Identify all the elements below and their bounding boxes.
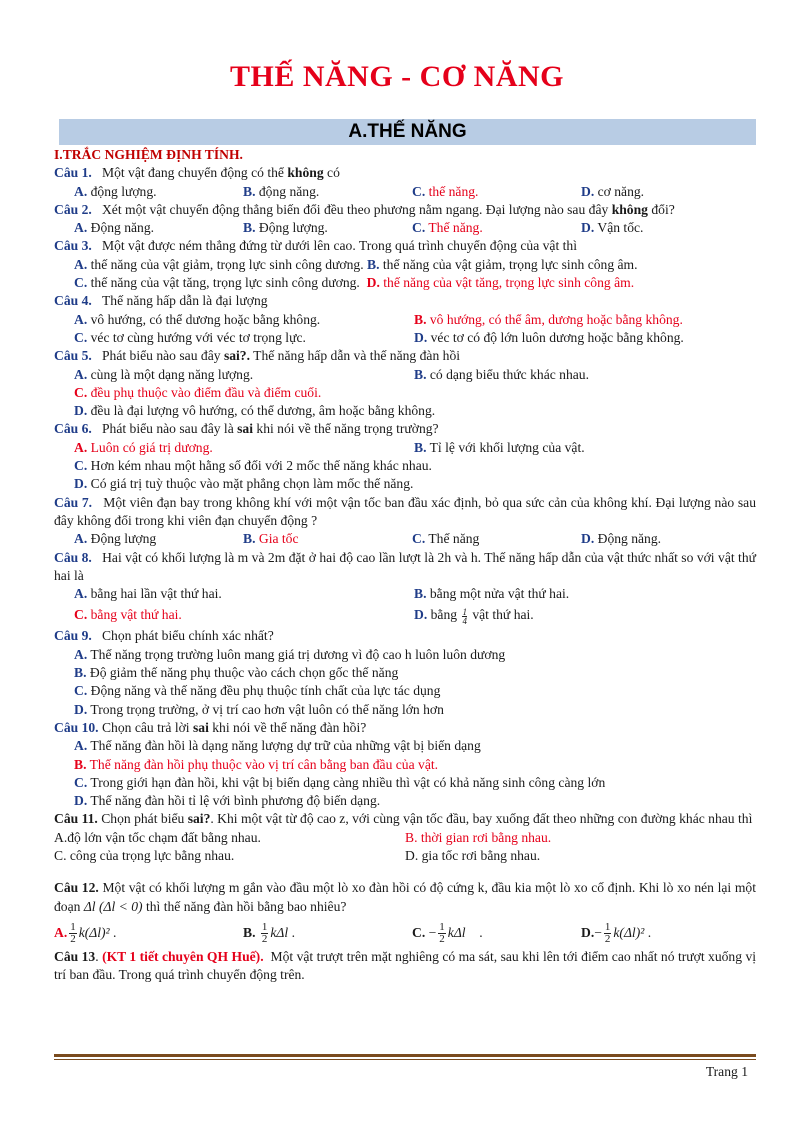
- question-6: [54, 420, 756, 438]
- question-text: Một vật trượt trên mặt nghiêng có ma sát, sau khi lên tới điểm cao nhất nó trượt xuống vị trí ban đầu. Trong quá trình chuyển động trên.: [54, 948, 757, 983]
- question-text: Xét một vật chuyển động thẳng biến đổi đều theo phương nằm ngang. Đại lượng nào sau đây: [101, 201, 612, 217]
- option-text: Động năng.: [90, 220, 155, 236]
- option-text: véc tơ cùng hướng với véc tơ trọng lực.: [90, 329, 306, 345]
- options-row: [54, 918, 756, 948]
- option-d: [581, 530, 750, 548]
- option-d: [581, 219, 750, 237]
- option-c: [54, 774, 756, 792]
- fraction: [462, 608, 467, 625]
- option-letter: C.: [412, 531, 426, 547]
- fraction-denominator: 2: [70, 933, 76, 946]
- option-c: [54, 274, 756, 292]
- option-d: [414, 329, 754, 347]
- expression: kΔl: [270, 924, 289, 940]
- option-letter: C.: [412, 924, 426, 940]
- question-label: Câu 4.: [54, 293, 92, 309]
- correct-answer: đều phụ thuộc vào điểm đầu và điểm cuối.: [90, 384, 322, 400]
- question-text: Một vật có khối lượng m gắn vào đầu một lò xo đàn hồi có độ cứng k, đầu kia một lò xo cố định. Khi lò xo nén lại một đoạn: [54, 880, 756, 914]
- fraction-numerator: 1: [261, 921, 268, 934]
- option-letter: C.: [74, 607, 88, 623]
- option-letter: D.: [414, 329, 428, 345]
- option-text: vô hướng, có thể dương hoặc bằng không.: [90, 311, 321, 327]
- question-10: [54, 719, 756, 737]
- spacer: [54, 865, 756, 879]
- correct-answer: vô hướng, có thể âm, dương hoặc bằng không.: [429, 311, 683, 327]
- question-11: [54, 810, 756, 828]
- option-a: [74, 366, 414, 384]
- options-row: [54, 183, 756, 201]
- option-b: [54, 756, 756, 774]
- option-letter: B.: [414, 439, 427, 455]
- question-text: Chọn câu trả lời: [101, 719, 193, 735]
- option-d: [54, 792, 756, 810]
- option-text: vật thứ hai.: [468, 607, 534, 623]
- question-text: Một viên đạn bay trong không khí với một vận tốc ban đầu xác định, bỏ qua sức cản của không khí. Đại lượng nào sau đây không đổi trong khi viên đạn chuyển động ?: [54, 494, 756, 528]
- question-emphasis: sai?: [187, 811, 211, 827]
- question-5: [54, 347, 756, 365]
- option-letter: A.: [74, 439, 88, 455]
- question-label: Câu 7.: [54, 494, 93, 510]
- question-8: [54, 549, 756, 586]
- question-label: Câu 11.: [54, 811, 98, 827]
- option-text: đều là đại lượng vô hướng, có thể dương, âm hoặc bằng không.: [90, 403, 436, 419]
- question-label: Câu 13: [54, 948, 96, 964]
- options-row: [54, 439, 756, 457]
- option-letter: A.: [74, 738, 88, 754]
- option-letter: A.: [74, 183, 88, 199]
- option-letter: A.: [74, 531, 88, 547]
- correct-answer: bằng vật thứ hai.: [90, 607, 182, 623]
- fraction-denominator: 2: [439, 933, 445, 946]
- options-row: [54, 585, 756, 603]
- option-b: [243, 183, 412, 201]
- option-letter: D.: [581, 220, 595, 236]
- option-a: [74, 311, 414, 329]
- option-letter: C.: [74, 458, 88, 474]
- footer-divider: [54, 1054, 756, 1057]
- option-d: [414, 603, 754, 627]
- question-label: Câu 3.: [54, 238, 92, 254]
- option-letter: D.: [74, 701, 88, 717]
- option-d: [54, 402, 756, 420]
- option-c: C. − $\frac{1}{2}$ kΔl .: [412, 921, 483, 946]
- question-text: Phát biểu nào sau đây: [101, 348, 224, 364]
- question-source: (KT 1 tiết chuyên QH Huế).: [102, 948, 264, 964]
- option-text: Trong trọng trường, ở vị trí cao hơn vật luôn có thế năng lớn hơn: [90, 701, 444, 717]
- option-text: Tỉ lệ với khối lượng của vật.: [429, 439, 585, 455]
- correct-answer: B. thời gian rơi bằng nhau.: [405, 829, 552, 845]
- option-letter: A.: [74, 586, 88, 602]
- option-letter: B.: [243, 220, 256, 236]
- option-letter: C.: [74, 275, 88, 291]
- expression: kΔl: [447, 924, 466, 940]
- option-text: Thế năng đàn hồi tỉ lệ với bình phương độ biến dạng.: [90, 793, 381, 809]
- question-7: [54, 494, 756, 531]
- condition-expression: Δl (Δl < 0): [83, 898, 143, 914]
- correct-answer: thế năng.: [428, 183, 479, 199]
- option-text: Vận tốc.: [597, 220, 644, 236]
- question-emphasis: không: [611, 201, 648, 217]
- option-letter: B.: [74, 665, 87, 681]
- option-text: thế năng của vật giảm, trọng lực sinh công dương.: [90, 256, 364, 272]
- option-text: thế năng của vật giảm, trọng lực sinh công âm.: [382, 256, 638, 272]
- question-text: Một vật đang chuyển động có thể: [101, 165, 288, 181]
- option-c: [74, 329, 414, 347]
- question-emphasis: sai?.: [223, 348, 250, 364]
- option-text: Hơn kém nhau một hằng số đối với 2 mốc thế năng khác nhau.: [90, 458, 432, 474]
- option-b: [414, 366, 754, 384]
- question-emphasis: sai: [192, 719, 209, 735]
- option-a: [54, 737, 756, 755]
- question-text: Thế năng hấp dẫn và thế năng đàn hồi: [250, 348, 461, 364]
- option-c: [54, 457, 756, 475]
- option-letter: D.: [581, 183, 595, 199]
- question-13: Câu 13. (KT 1 tiết chuyên QH Huế). Một vật trượt trên mặt nghiêng có ma sát, sau khi lên tới điểm cao nhất nó trượt xuống vị trí ban đầu. Trong quá trình chuyển động trên.: [54, 948, 757, 983]
- question-label: Câu 6.: [54, 421, 92, 437]
- option-text: bằng một nửa vật thứ hai.: [429, 586, 570, 602]
- expression: k(Δl)²: [78, 924, 110, 940]
- option-text: Động năng và thế năng đều phụ thuộc tính chất của lực tác dụng: [90, 683, 441, 699]
- option-text: Thế năng: [428, 531, 480, 547]
- option-letter: B.: [414, 586, 427, 602]
- question-text: có: [323, 165, 340, 181]
- option-text: Có giá trị tuỳ thuộc vào mặt phẳng chọn làm mốc thế năng.: [90, 476, 414, 492]
- option-letter: D.: [74, 403, 88, 419]
- option-c: [412, 219, 581, 237]
- correct-answer: Luôn có giá trị dương.: [90, 439, 213, 455]
- option-text: bằng: [430, 607, 461, 623]
- option-letter: D.: [366, 275, 380, 291]
- expression: k(Δl)²: [613, 924, 645, 940]
- option-letter: A.: [74, 646, 88, 662]
- option-d: D.− $\frac{1}{2}$ k(Δl)² .: [581, 921, 652, 946]
- question-label: Câu 12.: [54, 880, 99, 896]
- option-c: C. công của trọng lực bằng nhau.: [54, 847, 235, 863]
- minus-sign: −: [428, 924, 437, 940]
- option-letter: D.: [414, 607, 428, 623]
- option-letter: B.: [243, 531, 256, 547]
- option-a: [74, 219, 243, 237]
- question-text: khi nói về thế năng đàn hồi?: [208, 719, 367, 735]
- options-row: [54, 219, 756, 237]
- option-c: [54, 384, 756, 402]
- option-d: [54, 475, 756, 493]
- option-letter: A.: [74, 256, 88, 272]
- options-row: [54, 603, 756, 627]
- fraction-numerator: 1: [70, 921, 76, 934]
- option-text: Độ giảm thế năng phụ thuộc vào cách chọn gốc thế năng: [89, 665, 399, 681]
- question-text: Phát biểu nào sau đây là: [101, 421, 238, 437]
- option-text: có dạng biểu thức khác nhau.: [429, 366, 589, 382]
- option-text: Thế năng đàn hồi là dạng năng lượng dự trữ của những vật bị biến dạng: [90, 738, 481, 754]
- option-letter: D.: [74, 476, 88, 492]
- footer-divider: [54, 1059, 756, 1060]
- option-letter: B.: [414, 311, 427, 327]
- option-letter: D.: [581, 924, 595, 940]
- option-text: động năng.: [258, 183, 320, 199]
- question-emphasis: không: [287, 165, 324, 181]
- option-b: [243, 530, 412, 548]
- correct-answer: Gia tốc: [258, 531, 299, 547]
- minus-sign: −: [594, 924, 602, 940]
- fraction: [438, 922, 446, 945]
- option-letter: B.: [243, 924, 256, 940]
- option-letter: A.: [74, 311, 88, 327]
- subsection-heading: I.TRẮC NGHIỆM ĐỊNH TÍNH.: [54, 147, 243, 162]
- option-letter: A.: [74, 220, 88, 236]
- option-c: [74, 603, 414, 627]
- correct-answer: Thế năng.: [428, 220, 483, 236]
- option-b: [414, 585, 754, 603]
- option-letter: C.: [412, 220, 426, 236]
- option-letter: C.: [74, 329, 88, 345]
- correct-answer: thế năng của vật tăng, trọng lực sinh công âm.: [383, 275, 635, 291]
- option-c: [412, 530, 581, 548]
- option-d: D. gia tốc rơi bằng nhau.: [405, 847, 541, 863]
- page-number: Trang 1: [705, 1064, 748, 1079]
- fraction-numerator: 1: [439, 921, 445, 934]
- option-letter: B.: [74, 756, 87, 772]
- option-a: A.độ lớn vận tốc chạm đất bằng nhau.: [54, 829, 261, 845]
- option-a: [74, 183, 243, 201]
- section-heading: A.THẾ NĂNG: [59, 119, 756, 145]
- question-text: Hai vật có khối lượng là m và 2m đặt ở hai độ cao lần lượt là 2h và h. Thế năng hấp dẫn của vật thức nhất so với vật thứ hai là: [54, 549, 756, 583]
- option-letter: B.: [367, 256, 380, 272]
- question-label: Câu 8.: [54, 549, 92, 565]
- question-text: Thế năng hấp dẫn là đại lượng: [101, 293, 268, 309]
- question-list: [54, 146, 756, 984]
- question-9: [54, 627, 756, 645]
- fraction-denominator: 2: [261, 933, 268, 946]
- question-text: Chọn phát biểu chính xác nhất?: [101, 628, 274, 644]
- options-row: [54, 366, 756, 384]
- option-letter: B.: [243, 183, 256, 199]
- option-b: B. $\frac{1}{2}$ kΔl .: [243, 921, 295, 946]
- question-label: Câu 1.: [54, 165, 92, 181]
- question-text: đổi?: [647, 201, 675, 217]
- option-letter: C.: [74, 683, 88, 699]
- question-text: Một vật được ném thẳng đứng từ dưới lên cao. Trong quá trình chuyển động của vật thì: [101, 238, 577, 254]
- question-1: [54, 164, 756, 182]
- option-text: bằng hai lần vật thứ hai.: [90, 586, 222, 602]
- fraction: [604, 922, 612, 945]
- option-text: Động lượng: [90, 531, 157, 547]
- options-row: [54, 311, 756, 329]
- question-2: [54, 201, 756, 219]
- question-text: thì thế năng đàn hồi bằng bao nhiêu?: [142, 898, 347, 914]
- option-letter: C.: [412, 183, 426, 199]
- options-row: [54, 847, 756, 865]
- option-text: Thế năng trọng trường luôn mang giá trị dương vì độ cao h luôn luôn dương: [90, 646, 506, 662]
- option-text: Trong giới hạn đàn hồi, khi vật bị biến dạng càng nhiều thì vật có khả năng sinh công càng lớn: [90, 774, 606, 790]
- question-4: [54, 292, 756, 310]
- option-text: cơ năng.: [597, 183, 645, 199]
- option-letter: A.: [54, 924, 68, 940]
- option-letter: D.: [581, 531, 595, 547]
- option-b: [414, 311, 754, 329]
- option-b: [54, 664, 756, 682]
- question-3: [54, 237, 756, 255]
- option-b: [243, 219, 412, 237]
- option-b: [414, 439, 754, 457]
- option-letter: C.: [74, 774, 88, 790]
- question-text: Chọn phát biểu: [101, 811, 188, 827]
- option-letter: D.: [74, 793, 88, 809]
- question-emphasis: sai: [237, 421, 254, 437]
- fraction: [261, 922, 269, 945]
- option-letter: A.: [74, 366, 88, 382]
- question-text: . Khi một vật từ độ cao z, với cùng vận tốc đầu, bay xuống đất theo những con đường khác nhau thì: [210, 811, 753, 827]
- question-label: Câu 9.: [54, 628, 92, 644]
- question-label: Câu 2.: [54, 201, 92, 217]
- option-a: [74, 585, 414, 603]
- correct-answer: Thế năng đàn hồi phụ thuộc vào vị trí cân bằng ban đầu của vật.: [89, 756, 439, 772]
- option-a: A. $\frac{1}{2}$ k(Δl)² .: [54, 921, 117, 946]
- option-text: thế năng của vật tăng, trọng lực sinh công dương.: [90, 275, 360, 291]
- option-a: [74, 439, 414, 457]
- option-text: véc tơ có độ lớn luôn dương hoặc bằng không.: [430, 329, 684, 345]
- fraction: [69, 922, 77, 945]
- question-12: [54, 879, 756, 916]
- question-text: khi nói về thế năng trọng trường?: [253, 421, 439, 437]
- options-row: [54, 829, 756, 847]
- option-text: Động lượng.: [258, 220, 328, 236]
- option-d: [54, 701, 756, 719]
- option-a: [54, 256, 756, 274]
- fraction-numerator: 1: [462, 606, 467, 617]
- question-label: Câu 10.: [54, 719, 99, 735]
- option-c: [54, 682, 756, 700]
- option-c: [412, 183, 581, 201]
- fraction-numerator: 1: [604, 921, 611, 934]
- fraction-denominator: 4: [462, 615, 467, 626]
- options-row: [54, 530, 756, 548]
- option-text: Động năng.: [597, 531, 662, 547]
- options-row: [54, 329, 756, 347]
- option-text: động lượng.: [90, 183, 157, 199]
- option-text: cùng là một dạng năng lượng.: [90, 366, 254, 382]
- option-a: [74, 530, 243, 548]
- page-title: THẾ NĂNG - CƠ NĂNG: [229, 60, 564, 93]
- option-d: [581, 183, 750, 201]
- question-label: Câu 5.: [54, 348, 92, 364]
- option-letter: B.: [414, 366, 427, 382]
- fraction-denominator: 2: [604, 933, 611, 946]
- option-a: [54, 646, 756, 664]
- option-letter: C.: [74, 384, 88, 400]
